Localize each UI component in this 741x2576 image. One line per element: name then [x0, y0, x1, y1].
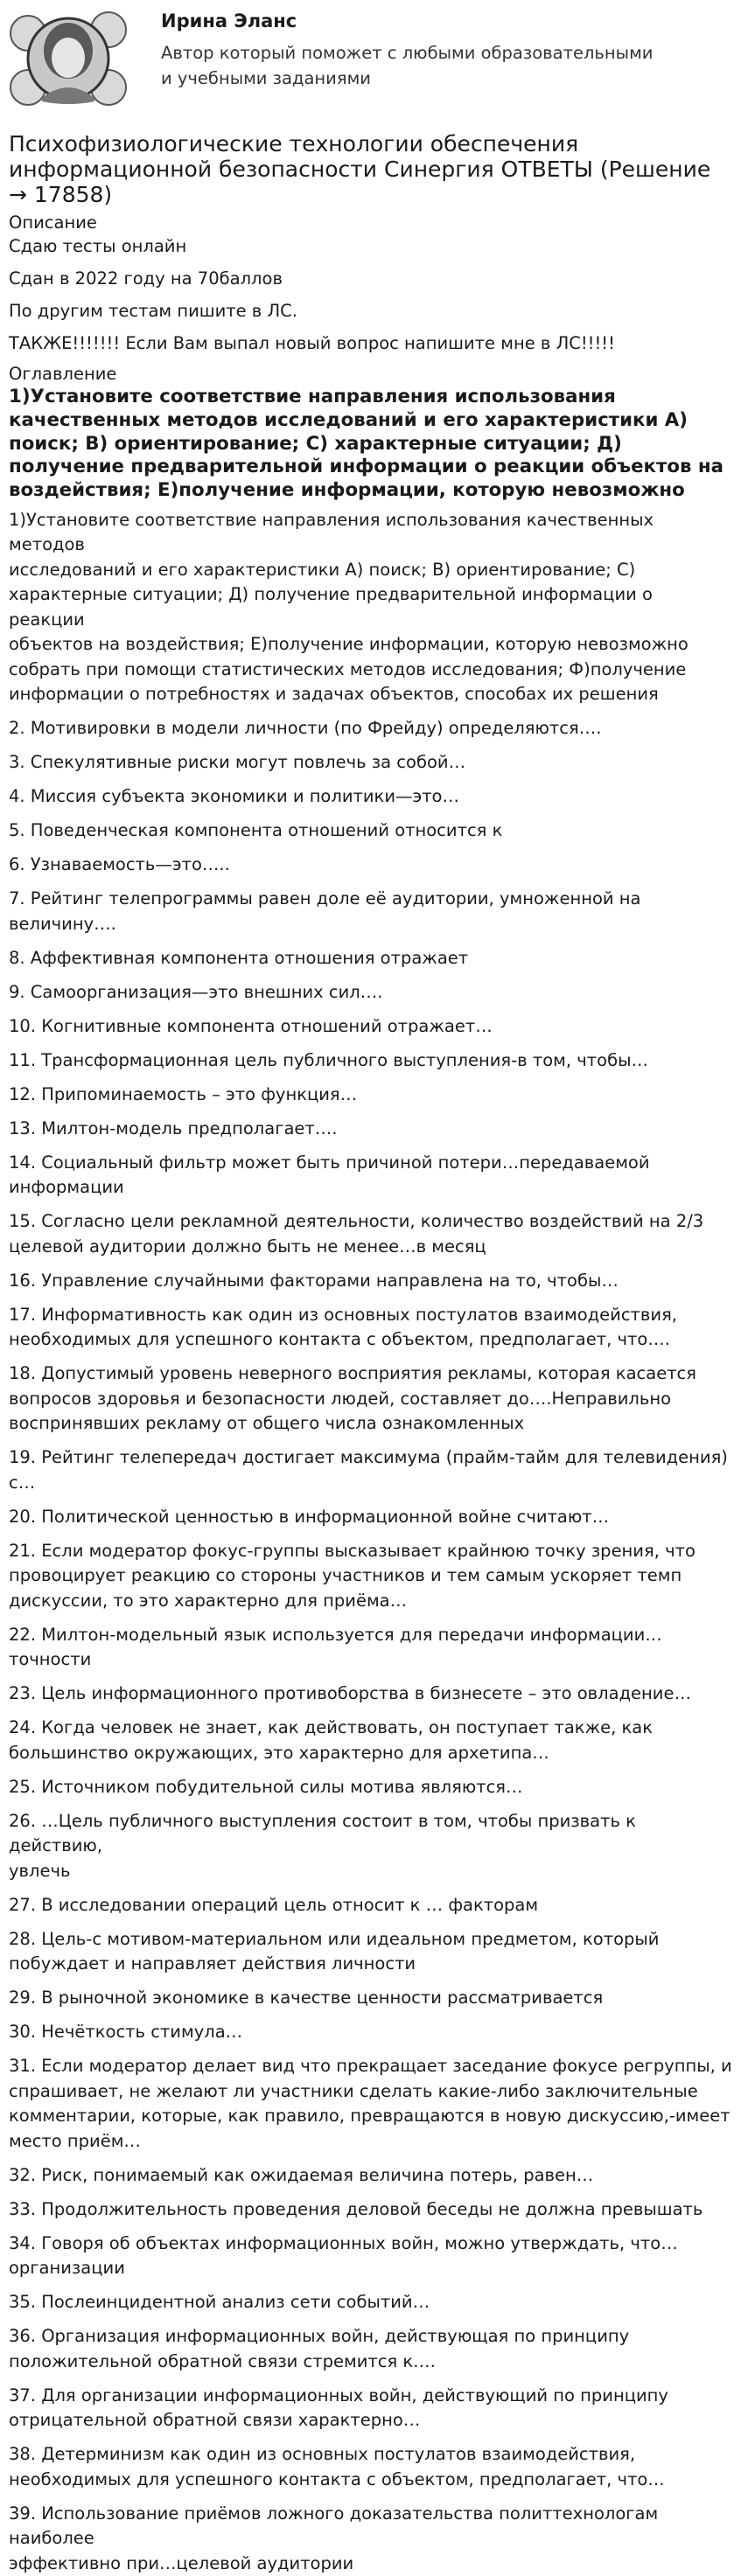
question-item: 3. Спекулятивные риски могут повлечь за собой…: [9, 752, 466, 773]
question-item: 25. Источником побудительной силы мотива являются…: [9, 1776, 523, 1797]
description-line: Сдаю тесты онлайн: [9, 236, 187, 256]
question-item: 28. Цель-с мотивом-материальном или идеальном предметом, который побуждает и направляет действия личности: [9, 1928, 660, 1974]
description-line: Сдан в 2022 году на 70баллов: [9, 268, 283, 289]
description-line: ТАКЖЕ!!!!!!! Если Вам выпал новый вопрос напишите мне в ЛС!!!!!: [9, 333, 615, 353]
question-item: 15. Согласно цели рекламной деятельности, количество воздействий на 2/3 целевой аудитории должно быть не менее…в месяц: [9, 1211, 704, 1257]
question-item: 11. Трансформационная цель публичного выступления-в том, чтобы…: [9, 1049, 648, 1070]
question-list: [9, 508, 732, 2576]
question-item: 7. Рейтинг телепрограммы равен доле её аудитории, умноженной на величину….: [9, 888, 641, 934]
question-item: 18. Допустимый уровень неверного восприятия рекламы, которая касается вопросов здоровья и безопасности людей, составляет до….Неправильно воспринявших рекламу от общего числа ознакомленных: [9, 1363, 697, 1434]
question-item: 38. Детерминизм как один из основных постулатов взаимодействия, необходимых для успешного контакта с объектом, предполагает, что…: [9, 2444, 665, 2489]
question-item: 32. Риск, понимаемый как ожидаемая величина потерь, равен…: [9, 2164, 594, 2185]
question-item: 13. Милтон-модель предполагает….: [9, 1117, 338, 1138]
question-item: 23. Цель информационного противоборства в бизнесете – это овладение…: [9, 1683, 691, 1704]
question-item: 8. Аффективная компонента отношения отражает: [9, 947, 469, 968]
author-name[interactable]: Ирина Эланс: [161, 10, 297, 31]
question-item: 4. Миссия субъекта экономики и политики—это…: [9, 786, 459, 807]
question-item: 10. Когнитивные компонента отношений отражает…: [9, 1015, 493, 1036]
description-line: По другим тестам пишите в ЛС.: [9, 301, 297, 321]
question-item: 20. Политической ценностью в информационной войне считают…: [9, 1506, 610, 1527]
author-avatar[interactable]: [9, 3, 128, 114]
question-item: 21. Если модератор фокус-группы высказывает крайнюю точку зрения, что провоцирует реакцию со стороны участников и тем самым ускоряет темп дискуссии, то это характерно для приёма…: [9, 1540, 696, 1611]
question-item: 29. В рыночной экономике в качестве ценности рассматривается: [9, 1988, 604, 2009]
question-item: 34. Говоря об объектах информационных войн, можно утверждать, что… организации: [9, 2232, 678, 2279]
question-item: 19. Рейтинг телепередач достигает максимума (прайм-тайм для телевидения) с…: [9, 1447, 728, 1493]
question-item: 12. Припоминаемость – это функция…: [9, 1083, 358, 1104]
question-item: 31. Если модератор делает вид что прекращает заседание фокусе регруппы, и спрашивает, не желают ли участники сделать какие-либо заключительные комментарии, которые, как правило, превращаются в новую дискуссию,-имеет место приём…: [9, 2056, 732, 2151]
author-card: [9, 0, 732, 122]
question-item: 5. Поведенческая компонента отношений относится к: [9, 820, 503, 841]
author-description: Автор который поможет с любыми образовательными и учебными заданиями: [161, 43, 654, 88]
question-item: 22. Милтон-модельный язык используется для передачи информации…точности: [9, 1624, 662, 1670]
question-item: 33. Продолжительность проведения деловой беседы не должна превышать: [9, 2198, 703, 2219]
question-item: 2. Мотивировки в модели личности (по Фрейду) определяются….: [9, 718, 602, 739]
question-item: 9. Самоорганизация—это внешних сил….: [9, 981, 383, 1002]
toc-heading: 1)Установите соответствие направления использования качественных методов исследований и его характеристики А) поиск; В) ориентирование; С) характерные ситуации; Д) получение предварительной информации о реакции объектов на воздействия; Е)получение информации, которую невозможно: [9, 386, 724, 502]
question-item: 26. …Цель публичного выступления состоит в том, чтобы призвать к действию, увлечь: [9, 1810, 636, 1881]
question-item: 35. Послеинцидентной анализ сети событий…: [9, 2292, 430, 2313]
question-item: 6. Узнаваемость—это…..: [9, 854, 230, 875]
page-title: Психофизиологические технологии обеспечения информационной безопасности Синергия ОТВЕТЫ (Решение → 17858): [9, 131, 711, 207]
question-item: 1)Установите соответствие направления использования качественных методов исследований и его характеристики А) поиск; В) ориентирование; С) характерные ситуации; Д) получение предварительной информации о реакции объектов на воздействия; Е)получение информации, которую невозможно собрать при помощи статистических методов исследования; Ф)получение информации о потребностях и задачах объектов, способах их решения: [9, 509, 689, 705]
question-item: 17. Информативность как один из основных постулатов взаимодействия, необходимых для успешного контакта с объектом, предполагает, что….: [9, 1304, 677, 1350]
question-item: 27. В исследовании операций цель относит к … факторам: [9, 1894, 539, 1915]
question-item: 37. Для организации информационных войн, действующий по принципу отрицательной обратной связи характерно…: [9, 2385, 668, 2431]
question-item: 39. Использование приёмов ложного доказательства политтехнологам наиболее эффективно при…целевой аудитории: [9, 2503, 659, 2573]
question-item: 30. Нечёткость стимула…: [9, 2022, 243, 2043]
question-item: 36. Организация информационных войн, действующая по принципу положительной обратной связи стремится к….: [9, 2326, 630, 2371]
question-item: 24. Когда человек не знает, как действовать, он поступает также, как большинство окружающих, это характерно для архетипа…: [9, 1717, 654, 1763]
question-item: 16. Управление случайными факторами направлена на то, чтобы…: [9, 1270, 619, 1291]
description-label: Описание: [9, 212, 97, 233]
question-item: 14. Социальный фильтр может быть причиной потери…передаваемой информации: [9, 1152, 650, 1198]
toc-label: Оглавление: [9, 364, 117, 384]
